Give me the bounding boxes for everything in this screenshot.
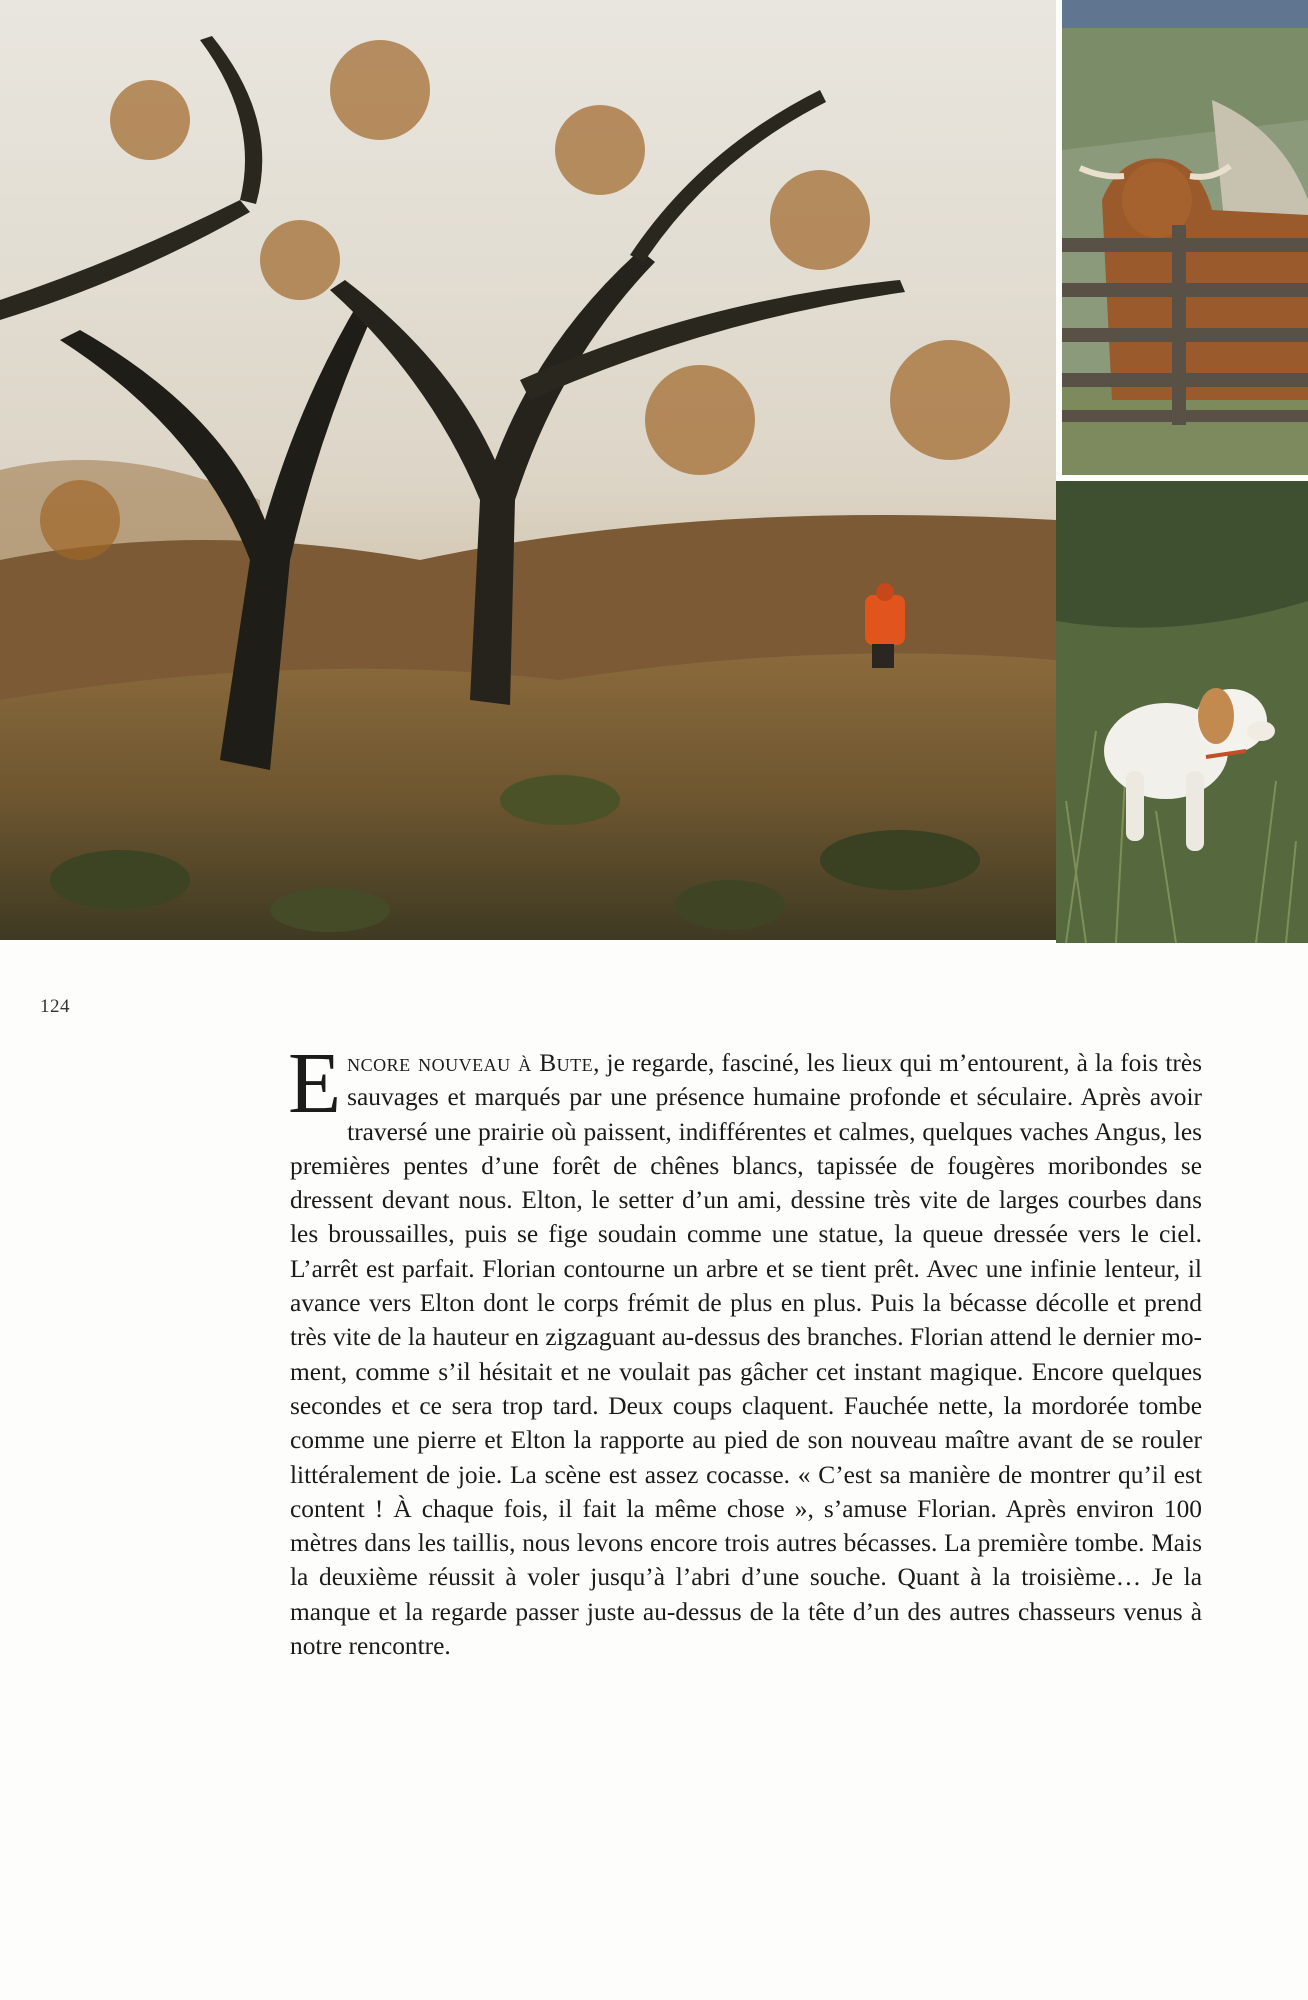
drop-cap: E (288, 1034, 342, 1131)
lead-in-smallcaps: ncore nouveau à Bute (347, 1049, 594, 1077)
article-paragraph (288, 1034, 1202, 1663)
setter-dog-photo (1056, 481, 1308, 943)
highland-cow-photo (1062, 0, 1308, 475)
page-number: 124 (40, 996, 70, 1017)
article-text: , je regarde, fasciné, les lieux qui m’entourent, à la fois très sauvages et marqués par une présence humaine profonde et séculaire. Après avoir traversé une prairie où paissent, indifférentes et calmes, quelques vaches Angus, les premières pentes d’une forêt de chênes blancs, tapissée de fougères moribondes se dressent devant nous. Elton, le setter d’un ami, dessine très vite de larges courbes dans les broussailles, puis se fige soudain comme une statue, la queue dressée vers le ciel. L’arrêt est parfait. Florian contourne un arbre et se tient prêt. Avec une infinie lenteur, il avance vers Elton dont le corps frémit de plus en plus. Puis la bécasse décolle et prend très vite de la hauteur en zigzaguant au-dessus des branches. Florian attend le dernier moment, comme s’il hésitait et ne voulait pas gâcher cet instant magique. Encore quelques secondes et ce sera trop tard. Deux coups claquent. Fauchée nette, la mordorée tombe comme une pierre et Elton la rapporte au pied de son nouveau maître avant de se rouler littéralement de joie. La scène est assez cocasse. « C’est sa manière de montrer qu’il est content ! À chaque fois, il fait la même chose », s’amuse Florian. Après environ 100 mètres dans les taillis, nous levons encore trois autres bécasses. La première tombe. Mais la deuxième réussit à voler jusqu’à l’abri d’une souche. Quant à la troisième… Je la manque et la regarde passer juste au-dessus de la tête d’un des autres chasseurs venus à notre rencontre. (290, 1049, 1202, 1661)
article-body (288, 1034, 1202, 1663)
forest-photo (0, 0, 1056, 940)
